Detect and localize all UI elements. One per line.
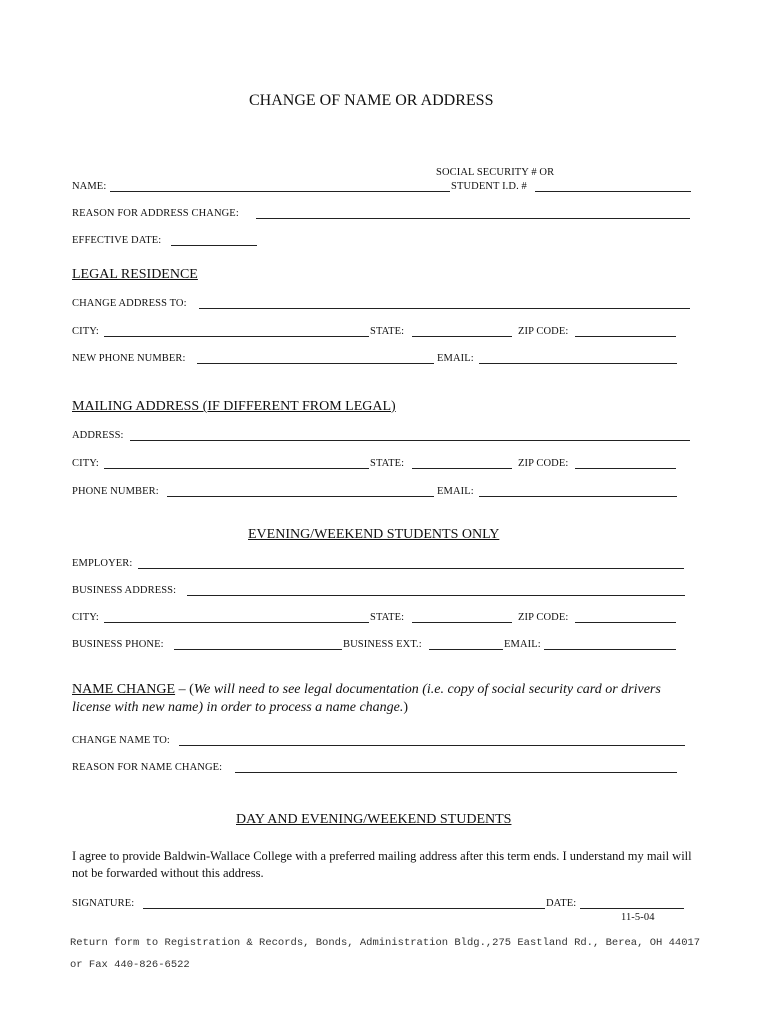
- date-field[interactable]: [580, 908, 684, 909]
- legal-residence-heading: LEGAL RESIDENCE: [72, 267, 198, 282]
- name-change-note: We will need to see legal documentation (i.e. copy of social security card or drivers license with new name) in order to process a name change.: [72, 682, 661, 715]
- day-evening-heading: DAY AND EVENING/WEEKEND STUDENTS: [236, 812, 512, 827]
- reason-name-field[interactable]: [235, 772, 677, 773]
- evening-email-label: EMAIL:: [504, 639, 541, 650]
- mailing-city-label: CITY:: [72, 458, 99, 469]
- agreement-text: I agree to provide Baldwin-Wallace College with a preferred mailing address after this term ends. I understand my mail will not be forwarded without this address.: [72, 849, 692, 880]
- evening-city-label: CITY:: [72, 612, 99, 623]
- mailing-zip-label: ZIP CODE:: [518, 458, 569, 469]
- name-change-dash: – (: [175, 682, 194, 697]
- change-name-field[interactable]: [179, 745, 685, 746]
- signature-field[interactable]: [143, 908, 545, 909]
- form-revision-date: 11-5-04: [621, 912, 655, 923]
- legal-email-label: EMAIL:: [437, 353, 474, 364]
- legal-email-field[interactable]: [479, 363, 677, 364]
- change-address-label: CHANGE ADDRESS TO:: [72, 298, 187, 309]
- signature-label: SIGNATURE:: [72, 898, 135, 909]
- reason-name-label: REASON FOR NAME CHANGE:: [72, 762, 223, 773]
- legal-state-label: STATE:: [370, 326, 405, 337]
- legal-zip-field[interactable]: [575, 336, 676, 337]
- legal-city-label: CITY:: [72, 326, 99, 337]
- mailing-address-label: ADDRESS:: [72, 430, 124, 441]
- business-ext-field[interactable]: [429, 649, 503, 650]
- business-phone-field[interactable]: [174, 649, 342, 650]
- business-phone-label: BUSINESS PHONE:: [72, 639, 164, 650]
- change-name-label: CHANGE NAME TO:: [72, 735, 170, 746]
- new-phone-field[interactable]: [197, 363, 434, 364]
- business-ext-label: BUSINESS EXT.:: [343, 639, 422, 650]
- legal-state-field[interactable]: [412, 336, 512, 337]
- mailing-state-field[interactable]: [412, 468, 512, 469]
- mailing-city-field[interactable]: [104, 468, 369, 469]
- reason-address-label: REASON FOR ADDRESS CHANGE:: [72, 208, 239, 219]
- business-address-field[interactable]: [187, 595, 685, 596]
- fax-line: or Fax 440-826-6522: [70, 959, 190, 971]
- employer-label: EMPLOYER:: [72, 558, 133, 569]
- effective-date-field[interactable]: [171, 245, 257, 246]
- mailing-email-field[interactable]: [479, 496, 677, 497]
- student-id-label: STUDENT I.D. #: [451, 181, 527, 192]
- new-phone-label: NEW PHONE NUMBER:: [72, 353, 186, 364]
- return-address-line: Return form to Registration & Records, Bonds, Administration Bldg.,275 Eastland Rd., Berea, OH 44017: [70, 937, 701, 949]
- employer-field[interactable]: [138, 568, 684, 569]
- student-id-field[interactable]: [535, 191, 691, 192]
- mailing-address-field[interactable]: [130, 440, 690, 441]
- effective-date-label: EFFECTIVE DATE:: [72, 235, 162, 246]
- evening-zip-field[interactable]: [575, 622, 676, 623]
- name-change-note-close: ): [403, 700, 409, 715]
- mailing-zip-field[interactable]: [575, 468, 676, 469]
- mailing-state-label: STATE:: [370, 458, 405, 469]
- name-field[interactable]: [110, 191, 450, 192]
- mailing-email-label: EMAIL:: [437, 486, 474, 497]
- legal-zip-label: ZIP CODE:: [518, 326, 569, 337]
- ssn-label: SOCIAL SECURITY # OR: [436, 167, 555, 178]
- evening-zip-label: ZIP CODE:: [518, 612, 569, 623]
- evening-weekend-heading: EVENING/WEEKEND STUDENTS ONLY: [248, 527, 500, 542]
- evening-state-label: STATE:: [370, 612, 405, 623]
- evening-state-field[interactable]: [412, 622, 512, 623]
- mailing-phone-field[interactable]: [167, 496, 434, 497]
- mailing-phone-label: PHONE NUMBER:: [72, 486, 159, 497]
- name-label: NAME:: [72, 181, 107, 192]
- business-address-label: BUSINESS ADDRESS:: [72, 585, 177, 596]
- form-title: CHANGE OF NAME OR ADDRESS: [249, 92, 494, 109]
- evening-city-field[interactable]: [104, 622, 369, 623]
- mailing-address-heading: MAILING ADDRESS (IF DIFFERENT FROM LEGAL): [72, 399, 396, 414]
- name-change-block: [72, 681, 692, 717]
- reason-address-field[interactable]: [256, 218, 690, 219]
- change-address-field[interactable]: [199, 308, 690, 309]
- legal-city-field[interactable]: [104, 336, 369, 337]
- date-label: DATE:: [546, 898, 577, 909]
- name-change-heading: NAME CHANGE: [72, 682, 176, 697]
- evening-email-field[interactable]: [544, 649, 676, 650]
